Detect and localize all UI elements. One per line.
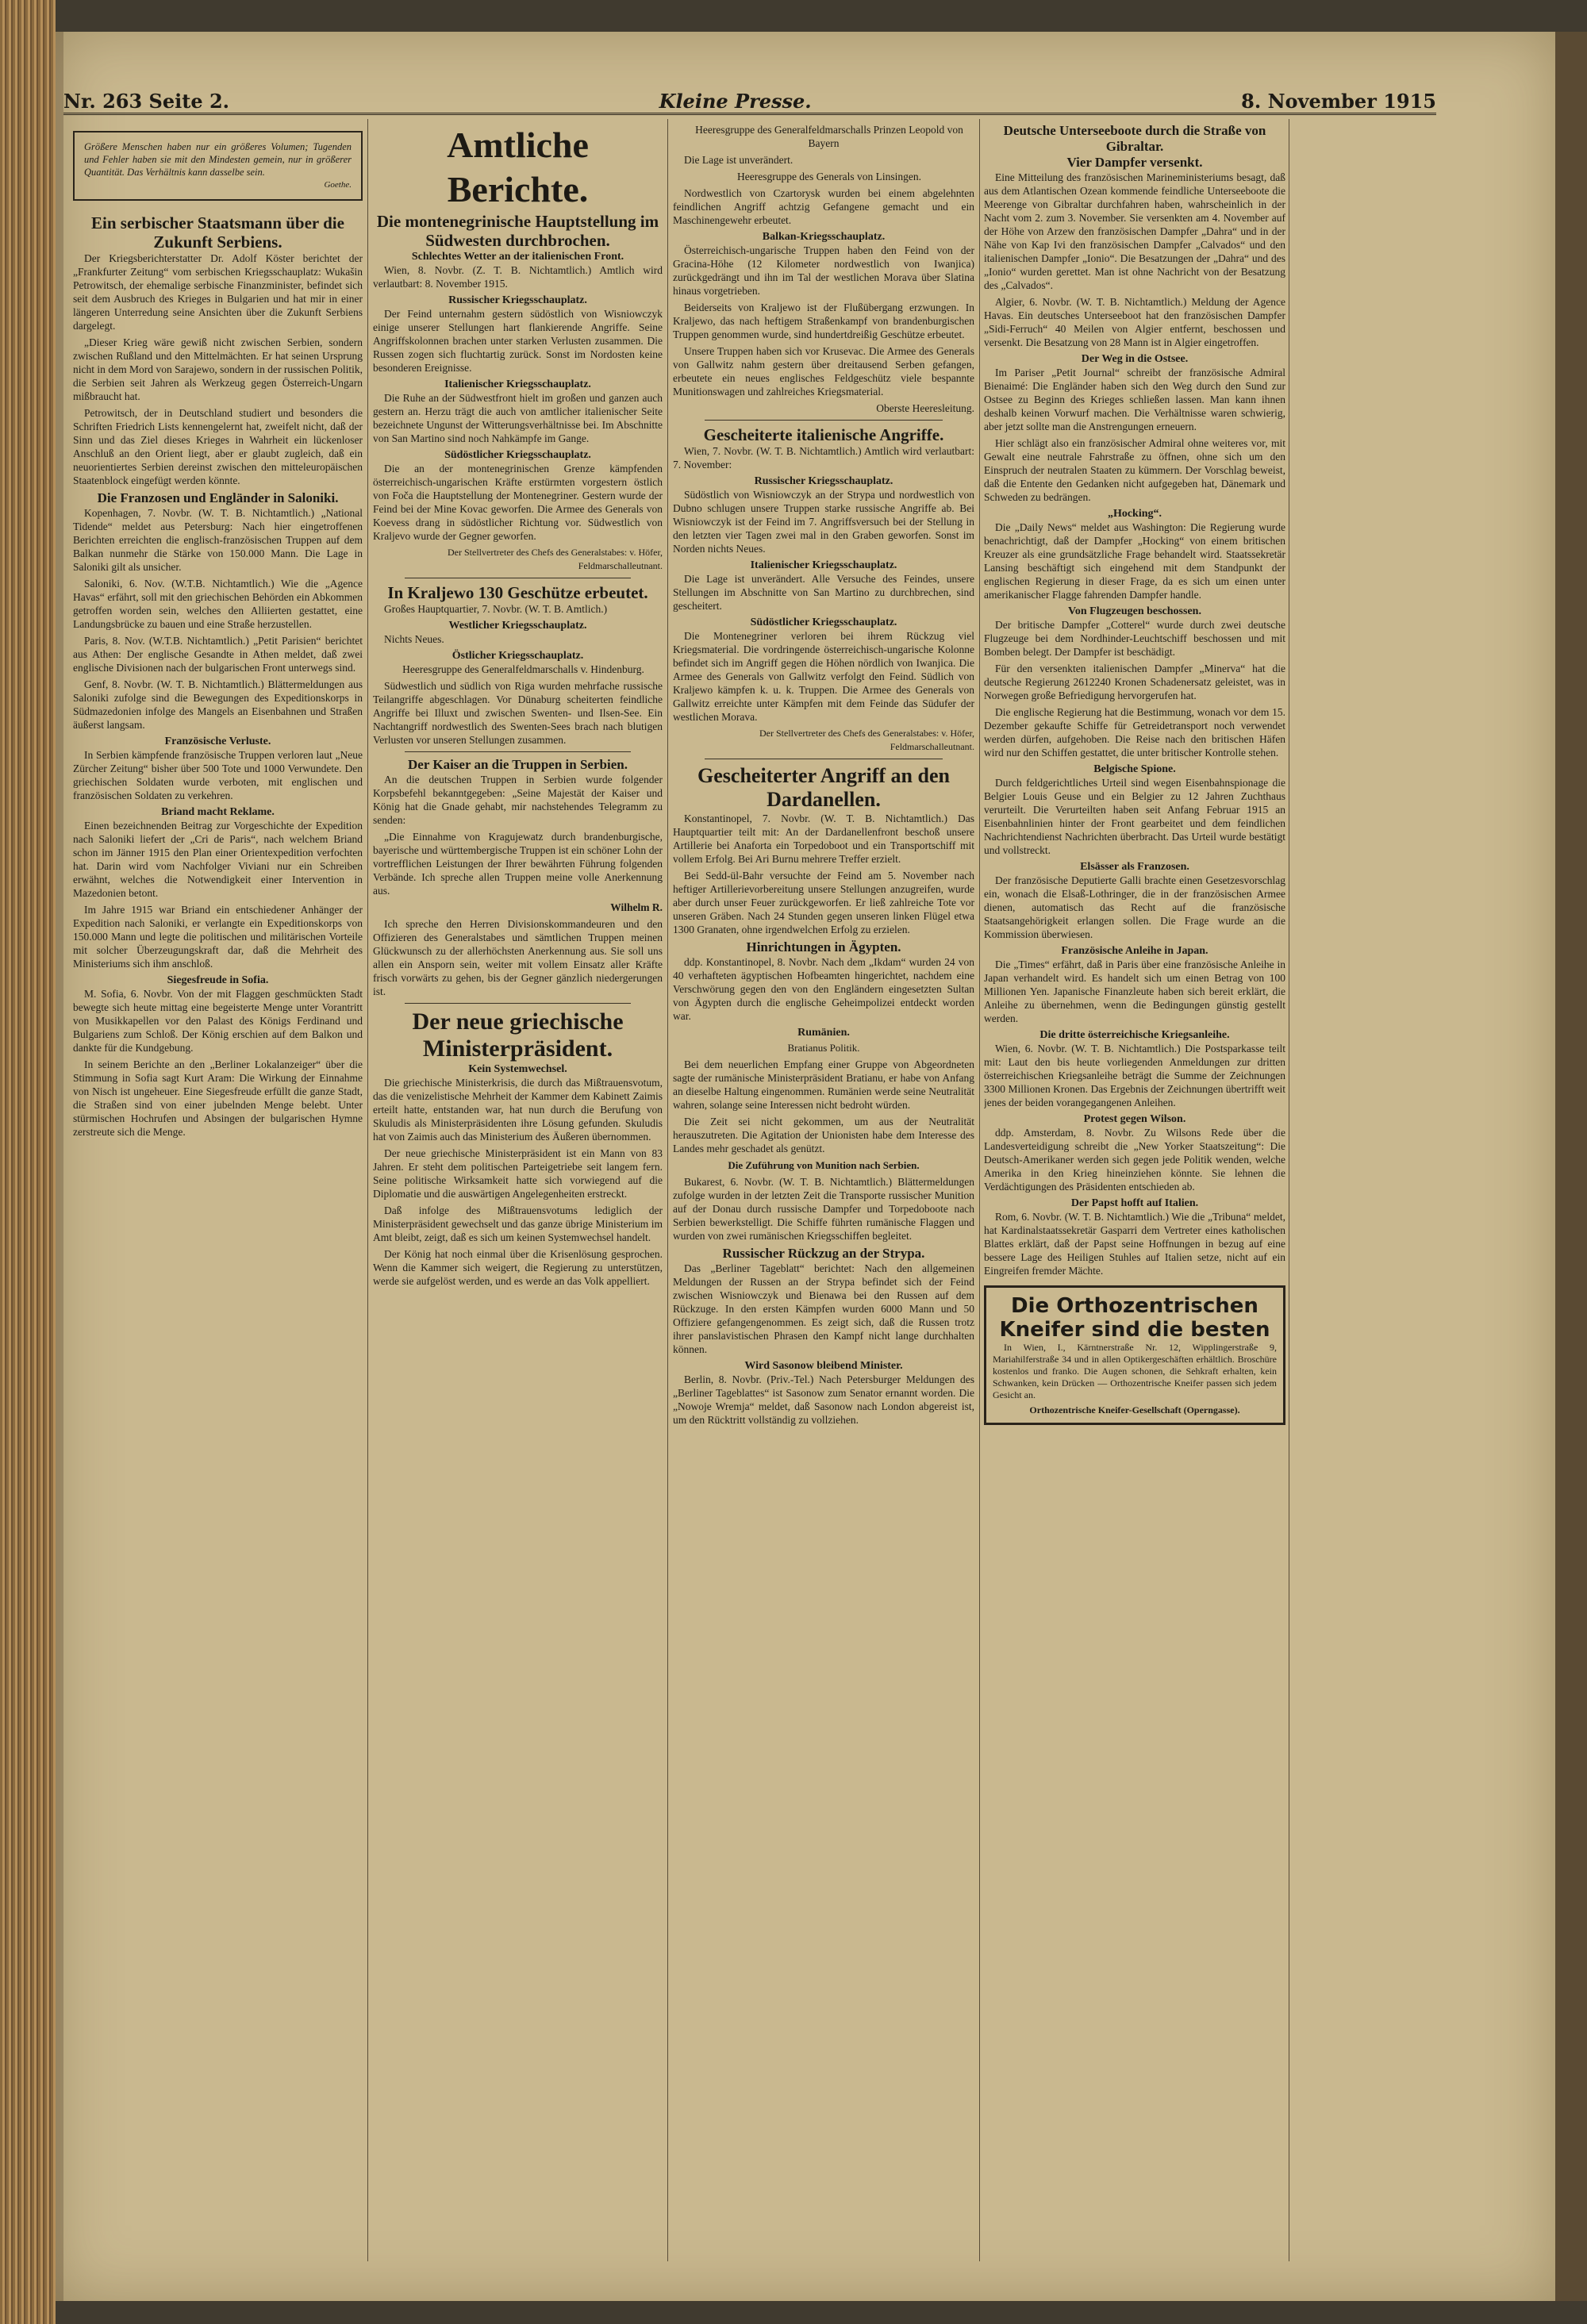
article-paragraph: Im Pariser „Petit Journal“ schreibt der französische Admiral Bienaimé: Die Engländer haben sich den Weg durch den Sund zur Ostsee zu Beginn des Krieges schließen lassen. Man kann ihnen deshalb keinen Vorwurf machen. Die Verhältnisse waren schwierig, aber jetzt sollte man die Anstrengungen erneuern.: [984, 367, 1285, 432]
article-paragraph: Die Zeit sei nicht gekommen, um aus der Neutralität herauszutreten. Die Agitation der Unionisten habe dem Interesse des Landes mehr geschadet als genützt.: [673, 1116, 974, 1154]
section-italian-front: Italienischer Kriegsschauplatz.: [750, 559, 897, 571]
column-rule: [667, 119, 668, 2261]
article-paragraph: Das „Berliner Tageblatt“ berichtet: Nach den allgemeinen Meldungen der Russen an der Strypa befindet sich der Feind zwischen Wisniowczyk und Bienawa bei den Russen auf dem Rückzuge. In den ersten Kämpfen wurden 6000 Mann und 50 Offiziere gefangengenommen. Es zeigt sich, daß die Russen trotz ihrer panslavistischen Phrasen den Kampf nicht lange durchhalten können.: [673, 1262, 974, 1355]
article-paragraph: In seinem Berichte an den „Berliner Lokalanzeiger“ über die Stimmung in Sofia sagt Kurt Aram: Die Wirkung der Einnahme von Nisch ist ungeheuer. Eine Siegesfreude erfüllt die ganze Stadt, die Straßen sind von einer jubelnden Menge belebt. Unter stürmischen Hochrufen und Absingen der bulgarischen Hymne zerstreute sich die Menge.: [73, 1058, 363, 1138]
ad-title: Die Orthozentrischen Kneifer sind die besten: [999, 1294, 1270, 1342]
report-signature: Der Stellvertreter des Chefs des Generalstabes: v. Höfer, Feldmarschalleutnant.: [759, 728, 974, 752]
article-paragraph: Genf, 8. Novbr. (W. T. B. Nichtamtlich.) Blättermeldungen aus Saloniki zufolge sind die Bewegungen des Expeditionskorps in Südmazedonien infolge des Mangels an Eisenbahnen und Straßen äußerst langsam.: [73, 678, 363, 731]
advertisement-kneifer: [984, 1285, 1285, 1425]
section-title-official-reports: Amtliche Berichte.: [447, 125, 589, 209]
article-paragraph: Rom, 6. Novbr. (W. T. B. Nichtamtlich.) Wie die „Tribuna“ meldet, hat Kardinalstaatssekretär Gasparri dem Vertreter eines katholischen Blattes erklärt, daß der Papst seine Hoffnungen in bezug auf eine bessere Lage des Heiligen Stuhles auf Italien setze, nicht auf ein Eingreifen fremder Mächte.: [984, 1211, 1285, 1277]
article-paragraph: Kopenhagen, 7. Novbr. (W. T. B. Nichtamtlich.) „National Tidende“ meldet aus Petersburg: Nach hier eingetroffenen Berichten erreichten die englisch-französischen Truppen auf dem Balkan nunmehr die Stärke von 150.000 Mann. Die Lage in Saloniki gilt als unsicher.: [73, 507, 363, 573]
subheadline-weather: Schlechtes Wetter an der italienischen Front.: [411, 251, 624, 263]
article-paragraph: Bei Sedd-ül-Bahr versuchte der Feind am 5. November nach heftiger Artillerievorbereitung unsere Stellungen anzugreifen, wurde aber durch unser Feuer zurückgeworfen. Er ließ zahlreiche Tote vor unseren Gräben. Nach 24 Stunden gegen unseren linken Flügel etwa 1300 Granaten, ohne irgendwelchen Erfolg zu erzielen.: [673, 870, 974, 935]
headline-saloniki: Die Franzosen und Engländer in Saloniki.: [97, 490, 339, 505]
article-paragraph: ddp. Konstantinopel, 8. Novbr. Nach dem „Ikdam“ wurden 24 von 40 verhafteten ägyptischen Hofbeamten hingerichtet, nachdem eine Verschwörung gegen den von den Engländern eingesetzten Sultan von Ägypten durch die englische Geheimpolizei entdeckt worden war.: [673, 956, 974, 1022]
subheadline-romania: Bratianus Politik.: [787, 1042, 860, 1054]
section-russian-front: Russischer Kriegsschauplatz.: [448, 294, 587, 306]
article-paragraph: Der Kriegsberichterstatter Dr. Adolf Köster berichtet der „Frankfurter Zeitung“ vom serbischen Kriegsschauplatz: Wukašin Petrowitsch, der ehemalige serbische Finanzminister, befindet sich seit dem Ausbruch des Krieges in Bulgarien und hat mir in einer längeren Unterredung seine Ansichten über die Zukunft Serbiens dargelegt.: [73, 252, 363, 332]
article-paragraph: Konstantinopel, 7. Novbr. (W. T. B. Nichtamtlich.) Das Hauptquartier teilt mit: An der Dardanellenfront beschoß unsere Artillerie bei Anaforta ein Torpedoboot und ein Transportschiff mit vollem Erfolg. Bei Ari Burnu mehrere Treffer erzielt.: [673, 812, 974, 865]
article-paragraph: Wien, 8. Novbr. (Z. T. B. Nichtamtlich.) Amtlich wird verlautbart: 8. November 1915.: [373, 264, 663, 290]
headline-egypt: Hinrichtungen in Ägypten.: [746, 939, 901, 955]
article-paragraph: Wien, 7. Novbr. (W. T. B. Nichtamtlich.) Amtlich wird verlautbart: 7. November:: [673, 445, 974, 471]
headline-pope: Der Papst hofft auf Italien.: [1070, 1197, 1199, 1209]
army-group-label: Heeresgruppe des Generals von Linsingen.: [736, 171, 922, 182]
article-paragraph: Der König hat noch einmal über die Krisenlösung gesprochen. Wenn die Kammer sich weigert, die Regierung zu unterstützen, werde sie aufgelöst werden, und es werde an das Volk appelliert.: [373, 1248, 663, 1287]
headline-kaiser: Der Kaiser an die Truppen in Serbien.: [408, 757, 628, 772]
article-paragraph: Für den versenkten italienischen Dampfer „Minerva“ hat die deutsche Regierung 2612240 Kronen Schadenersatz geleistet, was in Norwegen große Befriedigung hervorgerufen hat.: [984, 663, 1285, 701]
article-paragraph: Der neue griechische Ministerpräsident ist ein Mann von 83 Jahren. Er steht dem politischen Parteigetriebe seit langem fern. Seine politische Wirksamkeit hatte sich vorwiegend auf die Diplomatie und die auswärtigen Angelegenheiten erstreckt.: [373, 1147, 663, 1200]
column-rule: [979, 119, 980, 2261]
article-paragraph: „Dieser Krieg wäre gewiß nicht zwischen Serbien, sondern zwischen Rußland und den Mittelmächten. Er hat seinen Ursprung nicht in dem Mord von Sarajewo, sondern in der russischen Politik, die Serbien seit Jahren als Werkzeug gegen Österreich-Ungarn mißbraucht hat.: [73, 336, 363, 402]
article-paragraph: M. Sofia, 6. Novbr. Von der mit Flaggen geschmückten Stadt bewegte sich heute mittag eine begeisterte Menge unter Vorantritt von Musikkapellen vor den Palast des Königs Ferdinand und Bulgariens zum Schloß. Der König erschien auf dem Balkon und dankte für die Kundgebung.: [73, 988, 363, 1054]
headline-strypa: Russischer Rückzug an der Strypa.: [722, 1246, 925, 1261]
headline-war-loan: Die dritte österreichische Kriegsanleihe.: [1039, 1029, 1230, 1041]
headline-losses: Französische Verluste.: [164, 736, 271, 747]
section-southeast-front: Südöstlicher Kriegsschauplatz.: [444, 449, 591, 461]
book-binding-edge: [0, 0, 56, 2324]
headline-briand: Briand macht Reklame.: [161, 806, 275, 818]
headline-failed-italian: Gescheiterte italienische Angriffe.: [703, 425, 944, 444]
column-3: [673, 123, 974, 2265]
article-paragraph: Die Lage ist unverändert.: [684, 154, 794, 166]
article-paragraph: Wien, 6. Novbr. (W. T. B. Nichtamtlich.) Die Postsparkasse teilt mit: Laut den bis heute vorliegenden Anmeldungen zur dritten österreichischen Kriegsanleihe beträgt die Summe der Zeichnungen 3300 Millionen Kronen. Das Ergebnis der Zeichnungen übertrifft weit jenes der beiden vorangegangenen Anleihen.: [984, 1043, 1285, 1108]
article-paragraph: Die an der montenegrinischen Grenze kämpfenden österreichisch-ungarischen Kräfte erstürmten vorgestern östlich von Foča die Hauptstellung der Montenegriner. Gestern wurde der Feind bei der Mine Kovac geworfen. Die Armee des Generals von Koevess drang in südöstlicher Richtung vor. Südwestlich von Kraljevo wurde der Gegner geworfen.: [373, 463, 663, 542]
headline-baltic: Der Weg in die Ostsee.: [1081, 353, 1189, 365]
article-paragraph: Nordwestlich von Czartorysk wurden bei einem abgelehnten feindlichen Angriff achtzig Gefangene gemacht und ein Maschinengewehr erbeutet.: [673, 187, 974, 226]
ad-footer: Orthozentrische Kneifer-Gesellschaft (Operngasse).: [1029, 1404, 1240, 1416]
column-1: [73, 123, 363, 2265]
article-paragraph: Durch feldgerichtliches Urteil sind wegen Eisenbahnspionage die Belgier Louis Geuse und ein Belgier zu 12 Jahren Zuchthaus verurteilt. Die Verurteilten haben seit Anfang Februar 1915 an Eisenbahnlinien hinter der Front gearbeitet und dem feindlichen Nachrichtendienst Nachrichten überbracht. Das Urteil wurde bestätigt und vollstreckt.: [984, 777, 1285, 856]
article-paragraph: Der französische Deputierte Galli brachte einen Gesetzesvorschlag ein, wonach die Elsaß-Lothringer, die in der französischen Armee dienen, automatisch das Recht auf die französische Staatsangehörigkeit erlangen sollen. Die Frage wurde an die Kommission überwiesen.: [984, 874, 1285, 940]
divider: [405, 751, 631, 752]
article-paragraph: Südwestlich und südlich von Riga wurden mehrfache russische Teilangriffe abgeschlagen. Vor Dünaburg scheiterten feindliche Angriffe bei Illuxt und zwischen Swenten- und Ilsen-See. Ein Nachtangriff nordwestlich des Swenten-Sees brach nach blutigen Verlusten vor unseren Stellungen zusammen.: [373, 680, 663, 746]
article-paragraph: Großes Hauptquartier, 7. Novbr. (W. T. B. Amtlich.): [384, 603, 608, 615]
headline-japan-loan: Französische Anleihe in Japan.: [1061, 945, 1209, 957]
quote-author: Goethe.: [324, 180, 352, 190]
divider: [705, 420, 943, 421]
section-western-front: Westlicher Kriegsschauplatz.: [448, 620, 587, 632]
article-paragraph: Nichts Neues.: [384, 633, 444, 645]
article-paragraph: Einen bezeichnenden Beitrag zur Vorgeschichte der Expedition nach Saloniki liefert der „Cri de Paris“, nach welchem Briand schon im Jänner 1915 den Plan einer Orientexpedition verfochten hat. Darin wird vom Nachfolger Viviani nur ein Schreiben erwähnt, welches die Notwendigkeit einer Intervention in Mazedonien betont.: [73, 820, 363, 899]
subheadline-greek: Kein Systemwechsel.: [468, 1063, 567, 1075]
subheadline-uboats: Vier Dampfer versenkt.: [1066, 155, 1203, 170]
article-paragraph: Der britische Dampfer „Cotterel“ wurde durch zwei deutsche Flugzeuge bei dem Nordhinder-Leuchtschiff beschossen und mit Bomben belegt. Der Dampfer ist beschädigt.: [984, 619, 1285, 658]
army-group-label: Heeresgruppe des Generalfeldmarschalls v. Hindenburg.: [402, 663, 644, 675]
report-signature: Der Stellvertreter des Chefs des Generalstabes: v. Höfer, Feldmarschalleutnant.: [448, 547, 663, 571]
headline-sasonow: Wird Sasonow bleibend Minister.: [744, 1360, 903, 1372]
headline-wilson: Protest gegen Wilson.: [1083, 1113, 1186, 1125]
divider: [405, 1003, 631, 1004]
headline-sofia: Siegesfreude in Sofia.: [167, 974, 269, 986]
article-paragraph: An die deutschen Truppen in Serbien wurde folgender Korpsbefehl bekanntgegeben: „Seine Majestät der Kaiser und König hat die Gnade gehabt, mir nachstehendes Telegramm zu senden:: [373, 774, 663, 826]
article-paragraph: ddp. Amsterdam, 8. Novbr. Zu Wilsons Rede über die Landesverteidigung schreibt die „New Yorker Staatszeitung“: Die Deutsch-Amerikaner werden sich gegen jede Politik wenden, welche Amerika in den Krieg hineinziehen könnte. Sie lehnen die Verdächtigungen des Präsidenten entschieden ab.: [984, 1127, 1285, 1193]
article-paragraph: Der Feind unternahm gestern südöstlich von Wisniowczyk einige unserer Stellungen hart flankierende Angriffe. Seine Angriffskolonnen brachen unter starken Verlusten zusammen. Die Russen zogen sich fluchtartig zurück. Sonst im Nordosten keine besonderen Ereignisse.: [373, 308, 663, 374]
page-header: [63, 73, 1436, 115]
article-paragraph: Die griechische Ministerkrisis, die durch das Mißtrauensvotum, das die venizelistische Mehrheit der Kammer dem Kabinett Zaimis erteilt hatte, entstanden war, hat nun durch die Berufung von Skuludis als Ministerpräsidenten ihre Lösung gefunden. Skuludis hat von Zaimis auch das Ministerium des Äußeren übernommen.: [373, 1077, 663, 1143]
page-gutter-shadow: [56, 32, 63, 2301]
article-paragraph: Beiderseits von Kraljewo ist der Flußübergang erzwungen. In Kraljewo, das nach heftigem Straßenkampf von brandenburgischen Truppen genommen wurde, sind hundertdreißig Geschütze erbeutet.: [673, 302, 974, 340]
article-paragraph: Die Montenegriner verloren bei ihrem Rückzug viel Kriegsmaterial. Die vordringende österreichisch-ungarische Kolonne befindet sich im Angriff gegen die Höhen nördlich von Iwanjica. Die Armee des Generals von Gallwitz verfolgt den Feind. Südlich von Kraljewo kämpfen k. u. k. Truppen. Die Armee des Generals von Gallwitz erreichte unter Kämpfen mit dem Feinde das Südufer der westlichen Morava.: [673, 630, 974, 723]
section-italian-front: Italienischer Kriegsschauplatz.: [444, 378, 591, 390]
column-4: [984, 123, 1285, 2265]
article-paragraph: Algier, 6. Novbr. (W. T. B. Nichtamtlich.) Meldung der Agence Havas. Ein deutsches Unterseeboot hat den französischen Dampfer „Sidi-Ferruch“ 40 Meilen von Algier entfernt, beschossen und versenkt. Die Besatzung von 28 Mann ist in Algier eingetroffen.: [984, 296, 1285, 348]
headline-romania: Rumänien.: [797, 1027, 850, 1039]
quote-text: Größere Menschen haben nur ein größeres Volumen; Tugenden und Fehler haben sie mit den Mindesten gemein, nur in größerer Quantität. Das Verhältnis kann dasselbe sein.: [84, 141, 352, 178]
headline-alsace: Elsässer als Franzosen.: [1080, 861, 1189, 873]
report-signature: Oberste Heeresleitung.: [876, 402, 974, 414]
headline-hocking: „Hocking“.: [1107, 508, 1162, 520]
subheadline-munition: Die Zuführung von Munition nach Serbien.: [728, 1159, 920, 1171]
headline-uboats: Deutsche Unterseeboote durch die Straße von Gibraltar.: [1003, 123, 1266, 154]
article-paragraph: Daß infolge des Mißtrauensvotums lediglich der Ministerpräsident gewechselt und das ganze übrige Ministerium im Amt bleibt, zeigt, daß es sich um keinen Systemwechsel handelt.: [373, 1204, 663, 1243]
article-paragraph: Südöstlich von Wisniowczyk an der Strypa und nordwestlich von Dubno schlugen unsere Truppen starke russische Angriffe ab. Bei Wisniowczyk ist der Feind im 7. Angriffsversuch bei der Stellung in den letzten vier Tagen zwei mal in den Graben geworfen. Sonst im Norden nichts Neues.: [673, 489, 974, 555]
section-russian-front: Russischer Kriegsschauplatz.: [754, 475, 893, 487]
issue-date: 8. November 1915: [1241, 90, 1436, 113]
article-paragraph: Österreichisch-ungarische Truppen haben den Feind von der Gracina-Höhe (12 Kilometer nordwestlich von Iwanjica) zurückgedrängt und ihn im Tal der westlichen Morava über Slatina hinaus vorgetrieben.: [673, 244, 974, 297]
article-paragraph: Die „Daily News“ meldet aus Washington: Die Regierung wurde benachrichtigt, daß der Dampfer „Hocking“ von einem britischen Kreuzer als eine grundsätzliche Frage behandelt wird. Staatssekretär Lansing beschäftigt sich eingehend mit dem Standpunkt der englischen Regierung in dieser Frage, da es sich um einen unter amerikanischer Flagge fahrenden Dampfer handle.: [984, 521, 1285, 601]
article-paragraph: In Serbien kämpfende französische Truppen verloren laut „Neue Zürcher Zeitung“ bisher über 500 Tote und 1000 Verwundete. Den griechischen Soldaten wurde verboten, mit englischen und französischen Soldaten zu verkehren.: [73, 749, 363, 801]
army-group-label: Heeresgruppe des Generalfeldmarschalls Prinzen Leopold von Bayern: [695, 124, 963, 149]
article-paragraph: Hier schlägt also ein französischer Admiral ohne weiteres vor, mit Gewalt eine neutrale Fahrstraße zu öffnen, ohne sich um den Einspruch der neutralen Staaten zu kümmern. Der Vorschlag beweist, daß die Entente den Gedanken nicht aufgegeben hat, Dänemark und Schweden zu bedrängen.: [984, 437, 1285, 503]
page-right-edge: [1555, 32, 1587, 2301]
headline-greek-pm: Der neue griechische Ministerpräsident.: [412, 1008, 624, 1062]
article-paragraph: Berlin, 8. Novbr. (Priv.-Tel.) Nach Petersburger Meldungen des „Berliner Tageblattes“ ist Sasonow zum Senator ernannt worden. Die „Nowoje Wremja“ meldet, daß Sasonow nach London abgereist ist, um den Rücktritt vollständig zu vollziehen.: [673, 1373, 974, 1426]
ad-text: In Wien, I., Kärntnerstraße Nr. 12, Wipplingerstraße 9, Mariahilferstraße 34 und in allen Optikergeschäften erhältlich. Broschüre kostenlos und franko. Die Augen schonen, die Sehkraft erhalten, kein Schwanken, kein Drücken — Orthozentrische Kneifer passen sich jedem Gesicht an.: [993, 1342, 1277, 1400]
article-paragraph: Im Jahre 1915 war Briand ein entschiedener Anhänger der Expedition nach Saloniki, er verlangte ein Expeditionskorps von 150.000 Mann und legte die politischen und militärischen Vorteile mit solcher Überzeugungskraft dar, daß die Mehrheit des Ministeriums sich ihm anschloß.: [73, 904, 363, 970]
article-paragraph: Ich spreche den Herren Divisionskommandeuren und den Offizieren des Generalstabes und sämtlichen Truppen meinen Glückwunsch zu der allerhöchsten Anerkennung aus. Sie soll uns allen ein Ansporn sein, weiter mit vollem Einsatz aller Kräfte frisch vorwärts zu gehen, bis der Gegner gänzlich niedergerungen ist.: [373, 918, 663, 997]
masthead-title: Kleine Presse.: [659, 90, 812, 113]
section-eastern-front: Östlicher Kriegsschauplatz.: [452, 650, 584, 662]
article-paragraph: Petrowitsch, der in Deutschland studiert und besonders die Schriften Friedrich Lists kennengelernt hat, zweifelt nicht, daß der Sinn und das Ziel dieses Krieges in Wahrheit ein lückenloser Anschluß an den Orient liegt, aber er glaubt zugleich, daß ein neuorientiertes Serbien dereinst zwischen den mitteleuropäischen Staatenblock eingefügt werden könnte.: [73, 407, 363, 486]
headline-montenegro: Die montenegrinische Hauptstellung im Südwesten durchbrochen.: [376, 212, 659, 250]
headline-dardanelles: Gescheiterter Angriff an den Dardanellen.: [697, 764, 950, 811]
section-balkan-front: Balkan-Kriegsschauplatz.: [762, 231, 886, 243]
article-paragraph: Die Lage ist unverändert. Alle Versuche des Feindes, unsere Stellungen im Abschnitte von San Martino zu durchbrechen, sind gescheitert.: [673, 573, 974, 612]
column-rule: [367, 119, 368, 2261]
headline-spies: Belgische Spione.: [1093, 763, 1176, 775]
headline-kraljewo: In Kraljewo 130 Geschütze erbeutet.: [387, 583, 648, 602]
article-paragraph: Saloniki, 6. Nov. (W.T.B. Nichtamtlich.) Wie die „Agence Havas“ erfährt, soll mit den griechischen Behörden ein Abkommen getroffen worden sein, welches den Alliierten gestattet, eine Landungsbrücke zu bauen und eine Straße herzustellen.: [73, 578, 363, 630]
article-paragraph: Eine Mitteilung des französischen Marineministeriums besagt, daß aus dem Atlantischen Ozean kommende feindliche Unterseeboote die Meerenge von Gibraltar durchfahren haben, wahrscheinlich in der Nacht vom 2. zum 3. November. Sie versenkten am 4. November auf der Höhe von Arzew den französischen Dampfer „Dahra“ und in der Nähe von Kap Ivi den französischen Dampfer „Calvados“ und den italienischen Dampfer „Ionio“. Die Besatzungen der „Dahra“ und des „Ionio“ wurden gerettet. Man ist ohne Nachricht von der Besatzung des „Calvados“.: [984, 171, 1285, 291]
column-2: [373, 123, 663, 2265]
page-number: Nr. 263 Seite 2.: [63, 90, 230, 113]
article-paragraph: Unsere Truppen haben sich vor Krusevac. Die Armee des Generals von Gallwitz nahm gestern über dreitausend Serben gefangen, erbeutete ein neues englisches Feldgeschütz viele bespannte Munitionswagen und zahlreiches Kriegsmaterial.: [673, 345, 974, 398]
section-southeast-front: Südöstlicher Kriegsschauplatz.: [750, 617, 897, 628]
article-paragraph: Paris, 8. Nov. (W.T.B. Nichtamtlich.) „Petit Parisien“ berichtet aus Athen: Der englische Gesandte in Athen meldet, daß zwei englische Divisionen nach der bulgarischen Front unterwegs sind.: [73, 635, 363, 674]
quote-box: [73, 131, 363, 201]
headline-aircraft: Von Flugzeugen beschossen.: [1068, 605, 1201, 617]
headline-statesman: Ein serbischer Staatsmann über die Zukunft Serbiens.: [91, 213, 344, 252]
article-paragraph: „Die Einnahme von Kragujewatz durch brandenburgische, bayerische und württembergische Truppen ist ein schöner Lohn der vortrefflichen Leistungen der Ihrer bewährten Führung folgenden Verbände. Ich spreche allen Truppen meine volle Anerkennung aus.: [373, 831, 663, 897]
article-paragraph: Bei dem neuerlichen Empfang einer Gruppe von Abgeordneten sagte der rumänische Ministerpräsident Bratianu, er habe von Anfang an dieselbe Haltung eingenommen. Rumänien werde seine Neutralität wahren, solange seine Interessen nicht bedroht würden.: [673, 1058, 974, 1111]
article-paragraph: Die Ruhe an der Südwestfront hielt im großen und ganzen auch gestern an. Herzu trägt die auch von amtlicher italienischer Seite bezeichnete Ungunst der Witterungsverhältnisse bei. Im Abschnitte von San Martino sind noch Nahkämpfe im Gange.: [373, 392, 663, 444]
article-paragraph: Bukarest, 6. Novbr. (W. T. B. Nichtamtlich.) Blättermeldungen zufolge wurden in der letzten Zeit die Transporte russischer Munition auf der Donau durch russische Dampfer und Torpedoboote nach Serbien bewerkstelligt. Die Schiffe führten rumänische Flaggen und wurden von zwei rumänischen Kriegsschiffen begleitet.: [673, 1176, 974, 1242]
article-paragraph: Die „Times“ erfährt, daß in Paris über eine französische Anleihe in Japan verhandelt wird. Es handelt sich um einen Betrag von 100 Millionen Yen. Japanische Finanzleute haben sich bereit erklärt, die Anleihe zu übernehmen, wenn die Bedingungen günstig gestellt werden.: [984, 958, 1285, 1024]
kaiser-signature: Wilhelm R.: [610, 901, 663, 913]
article-paragraph: Die englische Regierung hat die Bestimmung, wonach vor dem 15. Dezember gekaufte Schiffe für Getreidetransport noch verwendet werden dürfen, aufgehoben. Die Reise nach den britischen Häfen wird nur den Schiffen gestattet, die unter britischer Kontrolle stehen.: [984, 706, 1285, 759]
